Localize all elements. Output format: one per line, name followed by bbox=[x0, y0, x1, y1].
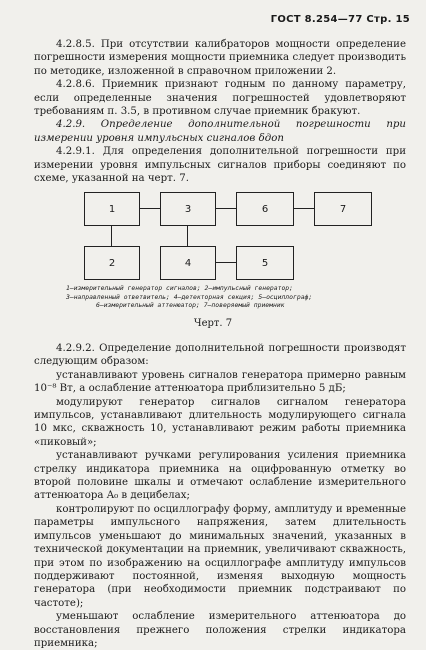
line-4-5 bbox=[215, 262, 236, 263]
legend-line: 3—направленный ответвитель; 4—детекторная секция; 5—осциллограф; bbox=[66, 292, 313, 301]
line-3-4 bbox=[187, 225, 188, 246]
line-6-7 bbox=[293, 208, 314, 209]
line-3-6 bbox=[215, 208, 236, 209]
block-6: 6 bbox=[236, 192, 294, 226]
line-1-3 bbox=[139, 208, 160, 209]
diagram-legend bbox=[66, 284, 386, 310]
connection-diagram bbox=[84, 192, 374, 288]
page-header: ГОСТ 8.254—77 Стр. 15 bbox=[270, 14, 410, 25]
paragraph-step-1: устанавливают уровень сигналов генератора примерно равным 10⁻⁸ Вт, а ослабление аттенюатора приблизительно 5 дБ; bbox=[34, 369, 406, 395]
legend-line: 6—измерительный аттенюатор; 7—поверяемый приемник bbox=[96, 301, 285, 310]
block-7: 7 bbox=[314, 192, 372, 226]
bottom-text-block bbox=[34, 342, 406, 650]
line-1-2 bbox=[111, 225, 112, 246]
paragraph-4-2-8-6: 4.2.8.6. Приемник признают годным по данному параметру, если определенные значения погрешностей удовлетворяют требованиям п. 3.5, в противном случае приемник бракуют. bbox=[34, 79, 406, 118]
paragraph-4-2-8-5: 4.2.8.5. При отсутствии калибраторов мощности определение погрешности измерения мощности приемника следует производить по методике, изложенной в справочном приложении 2. bbox=[34, 39, 406, 77]
legend-line: 1—измерительный генератор сигналов; 2—импульсный генератор; bbox=[66, 284, 294, 292]
paragraph-step-3: устанавливают ручками регулирования усиления приемника стрелку индикатора приемника на оцифрованную отметку во второй половине шкалы и отмечают ослабление измерительного аттенюатора A₀ в децибелах; bbox=[34, 450, 406, 502]
block-3: 3 bbox=[160, 192, 216, 226]
block-1: 1 bbox=[84, 192, 140, 226]
block-2: 2 bbox=[84, 246, 140, 280]
paragraph-4-2-9-1: 4.2.9.1. Для определения дополнительной погрешности при измерении уровня импульсных сигналов приборы соединяют по схеме, указанной на черт. 7. bbox=[34, 146, 406, 185]
paragraph-step-5: уменьшают ослабление измерительного аттенюатора до восстановления прежнего положения стрелки индикатора приемника; bbox=[34, 611, 406, 649]
paragraph-step-4: контролируют по осциллографу форму, амплитуду и временные параметры импульсного напряжения, затем длительность импульсов уменьшают до минимальных значений, указанных в технической документации на приемник, увеличивают скважность, при этом по изображению на осциллографе амплитуду импульсов поддерживают постоянной, изменяя выходную мощность генератора (при необходимости приемник подстраивают по частоте); bbox=[34, 503, 406, 609]
block-4: 4 bbox=[160, 246, 216, 280]
paragraph-4-2-9-2: 4.2.9.2. Определение дополнительной погрешности производят следующим образом: bbox=[34, 343, 406, 368]
figure-caption: Черт. 7 bbox=[193, 318, 233, 329]
top-text-block bbox=[34, 38, 406, 185]
block-5: 5 bbox=[236, 246, 294, 280]
section-heading-4-2-9: 4.2.9. Определение дополнительной погрешности при измерении уровня импульсных сигналов δдоп bbox=[34, 119, 406, 144]
paragraph-step-2: модулируют генератор сигналов сигналом генератора импульсов, устанавливают длительность модулирующего сигнала 10 мкс, скважность 10, устанавливают режим работы приемника «пиковый»; bbox=[34, 396, 406, 448]
